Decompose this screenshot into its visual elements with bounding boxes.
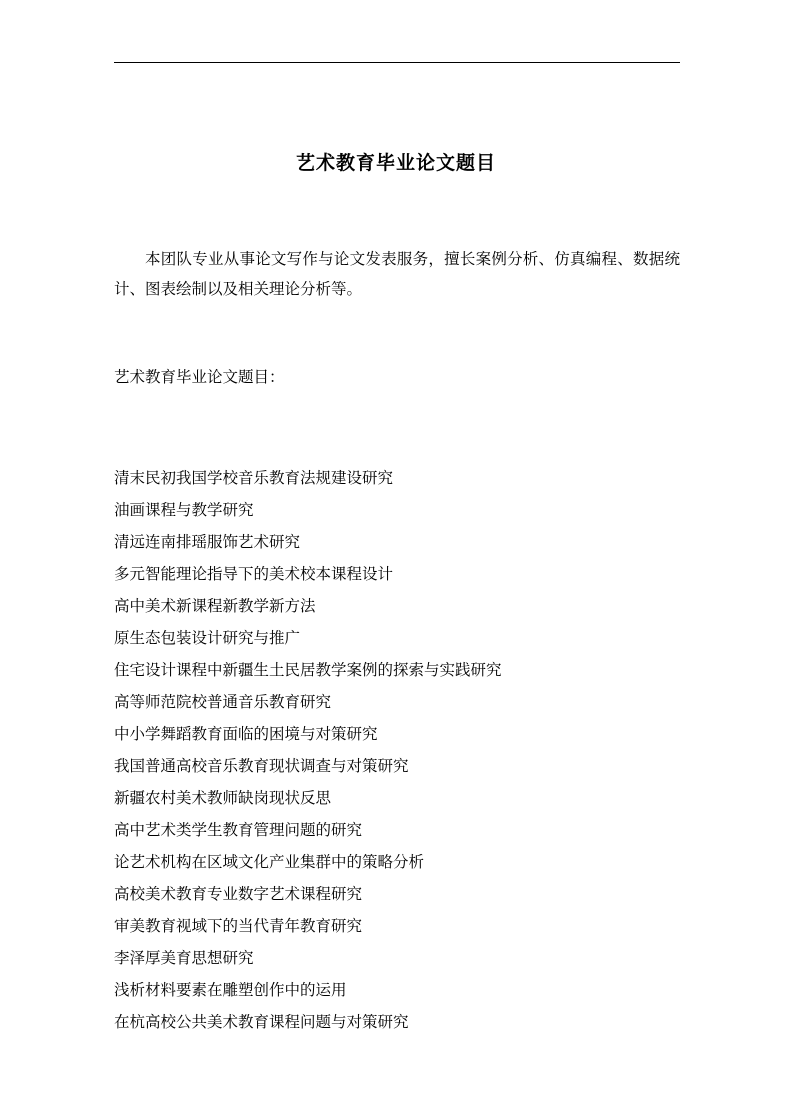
list-item: 审美教育视域下的当代青年教育研究 (114, 918, 363, 935)
list-item: 多元智能理论指导下的美术校本课程设计 (114, 566, 394, 583)
list-item: 李泽厚美育思想研究 (114, 950, 254, 967)
list-item: 论艺术机构在区域文化产业集群中的策略分析 (114, 854, 425, 871)
header-divider (114, 62, 680, 63)
topics-subheading: 艺术教育毕业论文题目： (114, 369, 285, 386)
list-item: 油画课程与教学研究 (114, 502, 254, 519)
list-item: 高校美术教育专业数字艺术课程研究 (114, 886, 363, 903)
list-item: 住宅设计课程中新疆生土民居教学案例的探索与实践研究 (114, 662, 502, 679)
list-item: 原生态包装设计研究与推广 (114, 630, 301, 647)
list-item: 清远连南排瑶服饰艺术研究 (114, 534, 301, 551)
topics-list (114, 463, 680, 1039)
intro-paragraph: 本团队专业从事论文写作与论文发表服务，擅长案例分析、仿真编程、数据统计、图表绘制以及相关理论分析等。 (114, 251, 680, 298)
list-item: 中小学舞蹈教育面临的困境与对策研究 (114, 726, 378, 743)
list-item: 我国普通高校音乐教育现状调查与对策研究 (114, 758, 409, 775)
list-item: 高中美术新课程新教学新方法 (114, 598, 316, 615)
document-body (114, 245, 680, 1039)
list-item: 在杭高校公共美术教育课程问题与对策研究 (114, 1014, 409, 1031)
list-item: 高等师范院校普通音乐教育研究 (114, 694, 332, 711)
spacer-before-list (114, 393, 680, 463)
list-item: 清末民初我国学校音乐教育法规建设研究 (114, 470, 394, 487)
page-title: 艺术教育毕业论文题目 (295, 152, 496, 174)
list-item: 浅析材料要素在雕塑创作中的运用 (114, 982, 347, 999)
spacer-after-intro (114, 305, 680, 363)
list-item: 新疆农村美术教师缺岗现状反思 (114, 790, 332, 807)
list-item: 高中艺术类学生教育管理问题的研究 (114, 822, 363, 839)
